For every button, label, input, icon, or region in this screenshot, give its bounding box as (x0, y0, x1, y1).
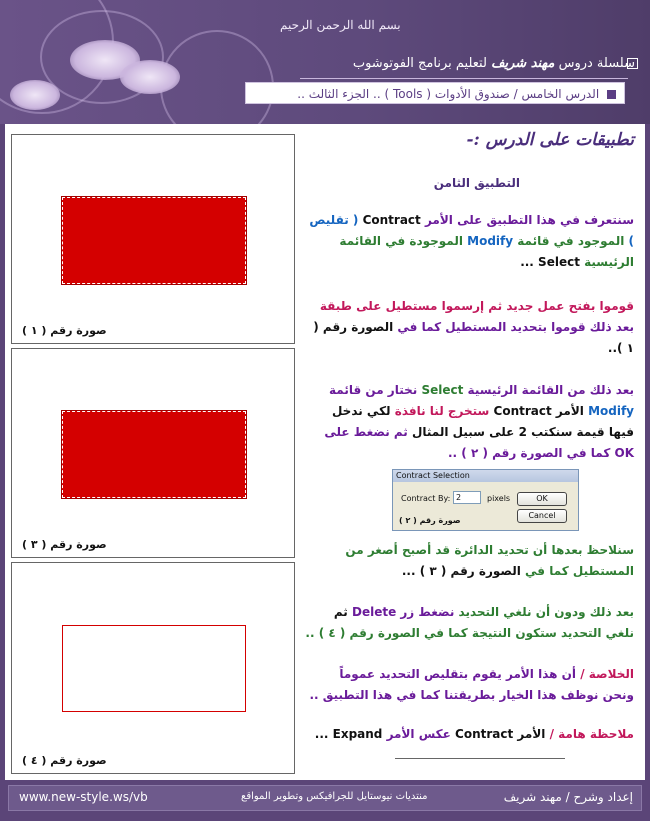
flower-decoration (120, 60, 180, 94)
figure-caption: صورة رقم ( ٢ ) (399, 516, 461, 525)
figure-4 (11, 562, 295, 774)
p3-part: لكي ندخل فيها قيمة سنكتب 2 على سبيل المثال (331, 404, 634, 439)
p1-part: Modify (467, 234, 514, 248)
section-heading: تطبيقات على الدرس :- (466, 130, 634, 150)
lesson-title-bar (245, 82, 625, 104)
header-banner (0, 0, 650, 124)
p4-part: الصورة رقم ( ٣ ) ... (401, 564, 521, 578)
p3-part: Select (417, 383, 468, 397)
p1-part: Contract (358, 213, 425, 227)
p1-part: ( تقليص ) (309, 213, 634, 248)
p3-part: نختار من قائمة (329, 383, 418, 397)
p3-part: ستخرج لنا نافذة (394, 404, 490, 418)
figure-3 (11, 348, 295, 558)
p3-part: بعد ذلك من القائمة الرئيسية (467, 383, 634, 397)
brand-name: مهند شريف (491, 56, 555, 71)
series-prefix: سلسلة دروس (558, 56, 635, 71)
dialog-title: Contract Selection (393, 470, 578, 482)
header-divider (300, 78, 628, 79)
paragraph-2 (304, 296, 634, 359)
square-bullet-icon (607, 90, 616, 99)
p6-part: الخلاصة / (580, 667, 634, 681)
p2-part: بعد ذلك قوموا بتحديد المستطيل كما في (393, 320, 634, 334)
contract-by-input[interactable]: 2 (453, 491, 481, 504)
p3-part: ثم نضغط على OK كما في الصورة رقم ( ٢ ) .. (324, 425, 634, 460)
p2-part: الصورة رقم ( ١ ).. (313, 320, 634, 355)
outline-rectangle (62, 625, 246, 712)
p1-part: الموجودة في القائمة الرئيسية (339, 234, 634, 269)
p5-part: نلغي التحديد ستكون النتيجة كما في الصورة رقم ( ٤ ) .. (305, 626, 634, 640)
site-url-link[interactable]: www.new-style.ws/vb (19, 790, 148, 804)
figure-caption: صورة رقم ( ٤ ) (22, 754, 107, 767)
contract-selection-dialog (392, 469, 579, 531)
flower-decoration (10, 80, 60, 110)
p7-part: عكس الأمر (386, 727, 451, 741)
figure-caption: صورة رقم ( ١ ) (22, 324, 107, 337)
contract-by-label: Contract By: (401, 494, 451, 503)
paragraph-4 (304, 540, 634, 582)
figure-caption: صورة رقم ( ٣ ) (22, 538, 107, 551)
p5-part: ثم (333, 605, 352, 619)
p4-part: سنلاحظ بعدها أن تحديد الدائرة قد أصبح أصغر من المستطيل كما في (345, 543, 634, 578)
paragraph-3 (304, 380, 634, 464)
paragraph-6 (304, 664, 634, 706)
lesson-title: الدرس الخامس / صندوق الأدوات ( Tools ) .. الجزء الثالث .. (297, 87, 600, 101)
forum-name: منتديات نيوستايل للجرافيكس وتطوير المواقع (241, 791, 428, 802)
unit-label: pixels (487, 494, 511, 503)
square-bullet-icon (627, 58, 638, 69)
p6-part: أن هذا الأمر يقوم بتقليص التحديد عموماً ونحن نوظف هذا الخيار بطريقتنا كما في هذا التطبيق .. (309, 667, 634, 702)
p3-part: الأمر Contract (489, 404, 589, 418)
p1-part: Select ... (520, 255, 580, 269)
p1-part: سنتعرف في هذا التطبيق على الأمر (424, 213, 634, 227)
p2-part: قوموا بفتح عمل جديد ثم إرسموا مستطيل على طبقة (319, 299, 634, 313)
contracted-selection-rectangle (62, 411, 246, 498)
p5-part: نضغط زر Delete (351, 605, 455, 619)
content-panel (5, 124, 645, 780)
p7-part: ملاحظة هامة / (549, 727, 634, 741)
p3-part: Modify (588, 404, 634, 418)
paragraph-5 (304, 602, 634, 644)
p1-part: الموجود في قائمة (513, 234, 629, 248)
series-suffix: لتعليم برنامج الفوتوشوب (352, 56, 487, 71)
author-credit: إعداد وشرح / مهند شريف (503, 790, 633, 804)
lesson-text-column (300, 124, 640, 780)
series-title (290, 56, 635, 71)
selected-rectangle (62, 197, 246, 284)
footer-bar (0, 780, 650, 821)
cancel-button[interactable]: Cancel (517, 509, 567, 523)
p7-part: الأمر Contract (450, 727, 550, 741)
p5-part: بعد ذلك ودون أن نلغي التحديد (454, 605, 634, 619)
ok-button[interactable]: OK (517, 492, 567, 506)
paragraph-7 (304, 724, 634, 745)
figure-1 (11, 134, 295, 344)
p7-part: Expand ... (314, 727, 387, 741)
footer-inner (8, 785, 642, 811)
basmala-text: بسم الله الرحمن الرحيم (280, 18, 401, 32)
paragraph-1 (304, 210, 634, 273)
divider-line (395, 758, 565, 759)
exercise-title: التطبيق الثامن (433, 176, 520, 190)
